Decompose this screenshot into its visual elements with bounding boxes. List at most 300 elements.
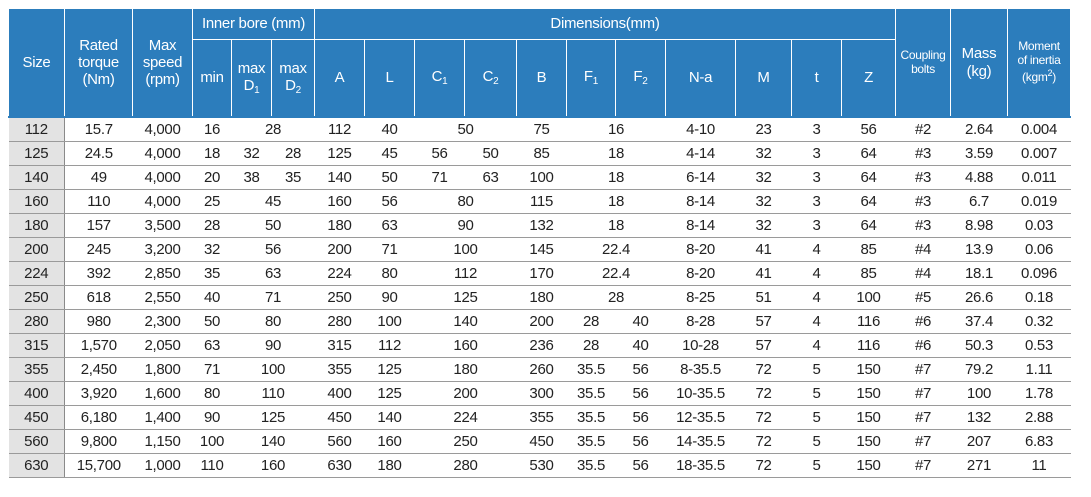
header-dim-c1: $C_1$ [415,40,465,118]
dim-t-cell: 5 [792,358,842,382]
mass-cell: 13.9 [951,238,1008,262]
dim-z-cell: 64 [842,214,896,238]
table-row [9,454,1071,478]
coupling-bolts-cell: #3 [896,214,951,238]
dim-c2-cell: 63 [465,166,517,190]
coupling-bolts-cell: #7 [896,358,951,382]
rated-torque-cell: 9,800 [65,430,133,454]
dim-l-cell: 50 [365,166,415,190]
table-row [9,238,1071,262]
header-dim-f1: $F_1$ [567,40,616,118]
size-cell: 630 [9,454,65,478]
dim-c-cell: 160 [415,334,517,358]
rated-torque-cell: 15.7 [65,117,133,142]
dim-m-cell: 72 [736,406,792,430]
dim-b-cell: 145 [517,238,567,262]
dim-b-cell: 450 [517,430,567,454]
dim-a-cell: 125 [315,142,365,166]
moment-of-inertia-cell: 0.096 [1008,262,1071,286]
dim-l-cell: 56 [365,190,415,214]
dim-n-a-cell: 8-20 [666,238,736,262]
bore-min-cell: 63 [193,334,232,358]
dim-n-a-cell: 14-35.5 [666,430,736,454]
dim-a-cell: 450 [315,406,365,430]
bore-max-cell: 80 [232,310,315,334]
size-cell: 560 [9,430,65,454]
size-cell: 250 [9,286,65,310]
header-coupling-bolts: Coupling bolts [896,9,951,118]
dim-f1-cell: 35.5 [567,454,616,478]
dim-l-cell: 45 [365,142,415,166]
header-max-speed: Max speed (rpm) [133,9,193,118]
rated-torque-cell: 1,570 [65,334,133,358]
header-dim-c2: $C_2$ [465,40,517,118]
bore-min-cell: 28 [193,214,232,238]
table-row [9,142,1071,166]
dim-z-cell: 116 [842,310,896,334]
dim-f2-cell: 56 [616,406,666,430]
header-dim-z: Z [842,40,896,118]
dim-t-cell: 5 [792,382,842,406]
bore-max-cell: 125 [232,406,315,430]
rated-torque-cell: 3,920 [65,382,133,406]
rated-torque-cell: 110 [65,190,133,214]
size-cell: 224 [9,262,65,286]
dim-z-cell: 85 [842,238,896,262]
dim-b-cell: 170 [517,262,567,286]
dim-c-cell: 112 [415,262,517,286]
max-speed-cell: 4,000 [133,142,193,166]
dim-c-cell: 140 [415,310,517,334]
moment-of-inertia-cell: 0.004 [1008,117,1071,142]
bore-min-cell: 35 [193,262,232,286]
rated-torque-cell: 49 [65,166,133,190]
max-speed-cell: 4,000 [133,166,193,190]
dim-l-cell: 140 [365,406,415,430]
dim-z-cell: 56 [842,117,896,142]
dim-a-cell: 315 [315,334,365,358]
rated-torque-cell: 24.5 [65,142,133,166]
dim-c-cell: 280 [415,454,517,478]
dim-f-cell: 18 [567,214,666,238]
max-speed-cell: 4,000 [133,117,193,142]
dim-f2-cell: 56 [616,454,666,478]
dim-l-cell: 40 [365,117,415,142]
dim-z-cell: 64 [842,166,896,190]
dim-b-cell: 85 [517,142,567,166]
table-row [9,117,1071,142]
bore-max-cell: 160 [232,454,315,478]
header-mass: Mass (kg) [951,9,1008,118]
coupling-bolts-cell: #2 [896,117,951,142]
dim-z-cell: 85 [842,262,896,286]
dim-c-cell: 80 [415,190,517,214]
bore-max-cell: 100 [232,358,315,382]
table-row [9,262,1071,286]
dim-l-cell: 80 [365,262,415,286]
dim-m-cell: 41 [736,262,792,286]
size-cell: 355 [9,358,65,382]
mass-cell: 132 [951,406,1008,430]
mass-cell: 2.64 [951,117,1008,142]
mass-cell: 100 [951,382,1008,406]
dim-f1-cell: 28 [567,334,616,358]
dim-t-cell: 4 [792,310,842,334]
bore-min-cell: 32 [193,238,232,262]
dim-n-a-cell: 12-35.5 [666,406,736,430]
dim-b-cell: 132 [517,214,567,238]
bore-min-cell: 90 [193,406,232,430]
dim-l-cell: 71 [365,238,415,262]
dim-f2-cell: 56 [616,358,666,382]
coupling-bolts-cell: #4 [896,238,951,262]
dim-n-a-cell: 8-35.5 [666,358,736,382]
header-dim-n-a: N-a [666,40,736,118]
dim-n-a-cell: 10-35.5 [666,382,736,406]
dim-b-cell: 115 [517,190,567,214]
dim-z-cell: 116 [842,334,896,358]
table-row [9,382,1071,406]
max-speed-cell: 1,000 [133,454,193,478]
bore-max-d1-cell: 38 [232,166,272,190]
dim-m-cell: 72 [736,382,792,406]
rated-torque-cell: 392 [65,262,133,286]
bore-min-cell: 71 [193,358,232,382]
size-cell: 280 [9,310,65,334]
dim-m-cell: 23 [736,117,792,142]
dim-c-cell: 125 [415,286,517,310]
coupling-bolts-cell: #7 [896,430,951,454]
bore-max-cell: 110 [232,382,315,406]
bore-max-d1-cell: 32 [232,142,272,166]
dim-m-cell: 72 [736,454,792,478]
size-cell: 180 [9,214,65,238]
dim-z-cell: 150 [842,454,896,478]
rated-torque-cell: 980 [65,310,133,334]
dim-f-cell: 22.4 [567,262,666,286]
header-dim-l: L [365,40,415,118]
dim-t-cell: 3 [792,117,842,142]
max-speed-cell: 2,550 [133,286,193,310]
bore-min-cell: 18 [193,142,232,166]
dim-f-cell: 18 [567,142,666,166]
table-row [9,430,1071,454]
dim-l-cell: 180 [365,454,415,478]
table-row [9,310,1071,334]
bore-max-d2-cell: 28 [272,142,315,166]
size-cell: 315 [9,334,65,358]
dim-a-cell: 224 [315,262,365,286]
bore-max-cell: 63 [232,262,315,286]
moment-of-inertia-cell: 0.06 [1008,238,1071,262]
dim-n-a-cell: 8-25 [666,286,736,310]
dim-z-cell: 64 [842,190,896,214]
max-speed-cell: 3,500 [133,214,193,238]
dim-n-a-cell: 8-20 [666,262,736,286]
bore-min-cell: 40 [193,286,232,310]
moment-of-inertia-cell: 0.019 [1008,190,1071,214]
dim-n-a-cell: 8-28 [666,310,736,334]
bore-max-cell: 90 [232,334,315,358]
moment-of-inertia-cell: 2.88 [1008,406,1071,430]
dim-a-cell: 180 [315,214,365,238]
dim-m-cell: 51 [736,286,792,310]
dim-f-cell: 18 [567,166,666,190]
table-header [9,9,1071,118]
dim-f-cell: 22.4 [567,238,666,262]
dim-c-cell: 100 [415,238,517,262]
dim-f-cell: 16 [567,117,666,142]
dim-b-cell: 530 [517,454,567,478]
max-speed-cell: 2,050 [133,334,193,358]
dim-a-cell: 400 [315,382,365,406]
max-speed-cell: 2,850 [133,262,193,286]
bore-max-cell: 45 [232,190,315,214]
coupling-bolts-cell: #7 [896,454,951,478]
dim-a-cell: 355 [315,358,365,382]
header-dim-t: t [792,40,842,118]
size-cell: 450 [9,406,65,430]
table-row [9,166,1071,190]
mass-cell: 6.7 [951,190,1008,214]
dim-n-a-cell: 6-14 [666,166,736,190]
table-row [9,334,1071,358]
dim-a-cell: 560 [315,430,365,454]
mass-cell: 26.6 [951,286,1008,310]
mass-cell: 3.59 [951,142,1008,166]
moment-of-inertia-cell: 6.83 [1008,430,1071,454]
header-dim-b: B [517,40,567,118]
dim-t-cell: 4 [792,286,842,310]
max-speed-cell: 1,400 [133,406,193,430]
dim-l-cell: 112 [365,334,415,358]
dim-t-cell: 4 [792,262,842,286]
dim-a-cell: 250 [315,286,365,310]
bore-min-cell: 50 [193,310,232,334]
bore-max-cell: 140 [232,430,315,454]
dim-m-cell: 32 [736,190,792,214]
moment-of-inertia-cell: 0.18 [1008,286,1071,310]
dim-f1-cell: 35.5 [567,358,616,382]
bore-max-cell: 50 [232,214,315,238]
dim-l-cell: 100 [365,310,415,334]
dim-f-cell: 18 [567,190,666,214]
bore-min-cell: 20 [193,166,232,190]
dim-t-cell: 3 [792,190,842,214]
size-cell: 160 [9,190,65,214]
dim-z-cell: 100 [842,286,896,310]
bore-min-cell: 110 [193,454,232,478]
mass-cell: 50.3 [951,334,1008,358]
dim-c1-cell: 56 [415,142,465,166]
bore-min-cell: 100 [193,430,232,454]
table-row [9,214,1071,238]
moment-of-inertia-cell: 0.007 [1008,142,1071,166]
size-cell: 200 [9,238,65,262]
header-dimensions: Dimensions(mm) [315,9,896,40]
dim-a-cell: 140 [315,166,365,190]
coupling-spec-table [8,8,1071,478]
dim-b-cell: 180 [517,286,567,310]
dim-f2-cell: 40 [616,334,666,358]
dim-n-a-cell: 4-14 [666,142,736,166]
size-cell: 400 [9,382,65,406]
dim-c-cell: 50 [415,117,517,142]
rated-torque-cell: 2,450 [65,358,133,382]
dim-c-cell: 90 [415,214,517,238]
dim-t-cell: 3 [792,142,842,166]
dim-b-cell: 236 [517,334,567,358]
moment-of-inertia-cell: 0.03 [1008,214,1071,238]
table-row [9,406,1071,430]
table-row [9,190,1071,214]
bore-max-cell: 56 [232,238,315,262]
dim-z-cell: 150 [842,430,896,454]
header-dim-a: A [315,40,365,118]
coupling-bolts-cell: #6 [896,334,951,358]
rated-torque-cell: 6,180 [65,406,133,430]
mass-cell: 271 [951,454,1008,478]
dim-f2-cell: 56 [616,382,666,406]
moment-of-inertia-cell: 0.32 [1008,310,1071,334]
dim-a-cell: 160 [315,190,365,214]
coupling-bolts-cell: #7 [896,406,951,430]
coupling-bolts-cell: #3 [896,142,951,166]
coupling-bolts-cell: #5 [896,286,951,310]
header-rated-torque: Rated torque (Nm) [65,9,133,118]
dim-f1-cell: 35.5 [567,382,616,406]
header-bore-max-d1: max $D_1$ [232,40,272,118]
dim-f1-cell: 35.5 [567,406,616,430]
rated-torque-cell: 618 [65,286,133,310]
dim-b-cell: 100 [517,166,567,190]
dim-b-cell: 75 [517,117,567,142]
bore-min-cell: 25 [193,190,232,214]
size-cell: 140 [9,166,65,190]
coupling-bolts-cell: #4 [896,262,951,286]
rated-torque-cell: 245 [65,238,133,262]
dim-l-cell: 125 [365,382,415,406]
dim-c-cell: 180 [415,358,517,382]
dim-l-cell: 90 [365,286,415,310]
dim-z-cell: 150 [842,382,896,406]
dim-m-cell: 32 [736,142,792,166]
dim-z-cell: 150 [842,406,896,430]
dim-m-cell: 32 [736,214,792,238]
dim-t-cell: 4 [792,238,842,262]
max-speed-cell: 1,150 [133,430,193,454]
size-cell: 112 [9,117,65,142]
dim-a-cell: 280 [315,310,365,334]
dim-m-cell: 72 [736,430,792,454]
dim-b-cell: 200 [517,310,567,334]
dim-l-cell: 125 [365,358,415,382]
max-speed-cell: 2,300 [133,310,193,334]
coupling-bolts-cell: #7 [896,382,951,406]
mass-cell: 37.4 [951,310,1008,334]
coupling-bolts-cell: #3 [896,166,951,190]
bore-min-cell: 16 [193,117,232,142]
mass-cell: 8.98 [951,214,1008,238]
dim-n-a-cell: 8-14 [666,190,736,214]
bore-max-cell: 28 [232,117,315,142]
dim-c1-cell: 71 [415,166,465,190]
dim-m-cell: 57 [736,334,792,358]
dim-n-a-cell: 10-28 [666,334,736,358]
max-speed-cell: 4,000 [133,190,193,214]
header-dim-f2: $F_2$ [616,40,666,118]
max-speed-cell: 1,600 [133,382,193,406]
dim-b-cell: 355 [517,406,567,430]
header-bore-max-d2: max $D_2$ [272,40,315,118]
dim-t-cell: 3 [792,166,842,190]
bore-max-d2-cell: 35 [272,166,315,190]
coupling-spec-table-container [8,8,1071,478]
dim-f1-cell: 35.5 [567,430,616,454]
table-row [9,358,1071,382]
dim-l-cell: 63 [365,214,415,238]
dim-l-cell: 160 [365,430,415,454]
dim-n-a-cell: 18-35.5 [666,454,736,478]
mass-cell: 4.88 [951,166,1008,190]
coupling-bolts-cell: #3 [896,190,951,214]
table-body [9,117,1071,478]
table-row [9,286,1071,310]
dim-a-cell: 630 [315,454,365,478]
dim-c2-cell: 50 [465,142,517,166]
max-speed-cell: 1,800 [133,358,193,382]
dim-f2-cell: 40 [616,310,666,334]
dim-m-cell: 72 [736,358,792,382]
header-inner-bore: Inner bore (mm) [193,9,315,40]
header-moment-of-inertia: Moment of inertia (kgm$^2$) [1008,9,1071,118]
dim-t-cell: 5 [792,430,842,454]
dim-b-cell: 300 [517,382,567,406]
header-size: Size [9,9,65,118]
moment-of-inertia-cell: 0.011 [1008,166,1071,190]
dim-c-cell: 250 [415,430,517,454]
dim-b-cell: 260 [517,358,567,382]
dim-f2-cell: 56 [616,430,666,454]
dim-n-a-cell: 4-10 [666,117,736,142]
dim-m-cell: 32 [736,166,792,190]
moment-of-inertia-cell: 1.78 [1008,382,1071,406]
dim-t-cell: 4 [792,334,842,358]
dim-c-cell: 200 [415,382,517,406]
dim-z-cell: 64 [842,142,896,166]
mass-cell: 207 [951,430,1008,454]
dim-a-cell: 112 [315,117,365,142]
dim-n-a-cell: 8-14 [666,214,736,238]
moment-of-inertia-cell: 0.53 [1008,334,1071,358]
header-bore-min: min [193,40,232,118]
dim-f-cell: 28 [567,286,666,310]
moment-of-inertia-cell: 1.11 [1008,358,1071,382]
dim-t-cell: 5 [792,406,842,430]
dim-t-cell: 5 [792,454,842,478]
moment-of-inertia-cell: 11 [1008,454,1071,478]
header-dim-m: M [736,40,792,118]
dim-c-cell: 224 [415,406,517,430]
bore-min-cell: 80 [193,382,232,406]
mass-cell: 18.1 [951,262,1008,286]
coupling-bolts-cell: #6 [896,310,951,334]
dim-t-cell: 3 [792,214,842,238]
dim-m-cell: 57 [736,310,792,334]
size-cell: 125 [9,142,65,166]
max-speed-cell: 3,200 [133,238,193,262]
dim-m-cell: 41 [736,238,792,262]
